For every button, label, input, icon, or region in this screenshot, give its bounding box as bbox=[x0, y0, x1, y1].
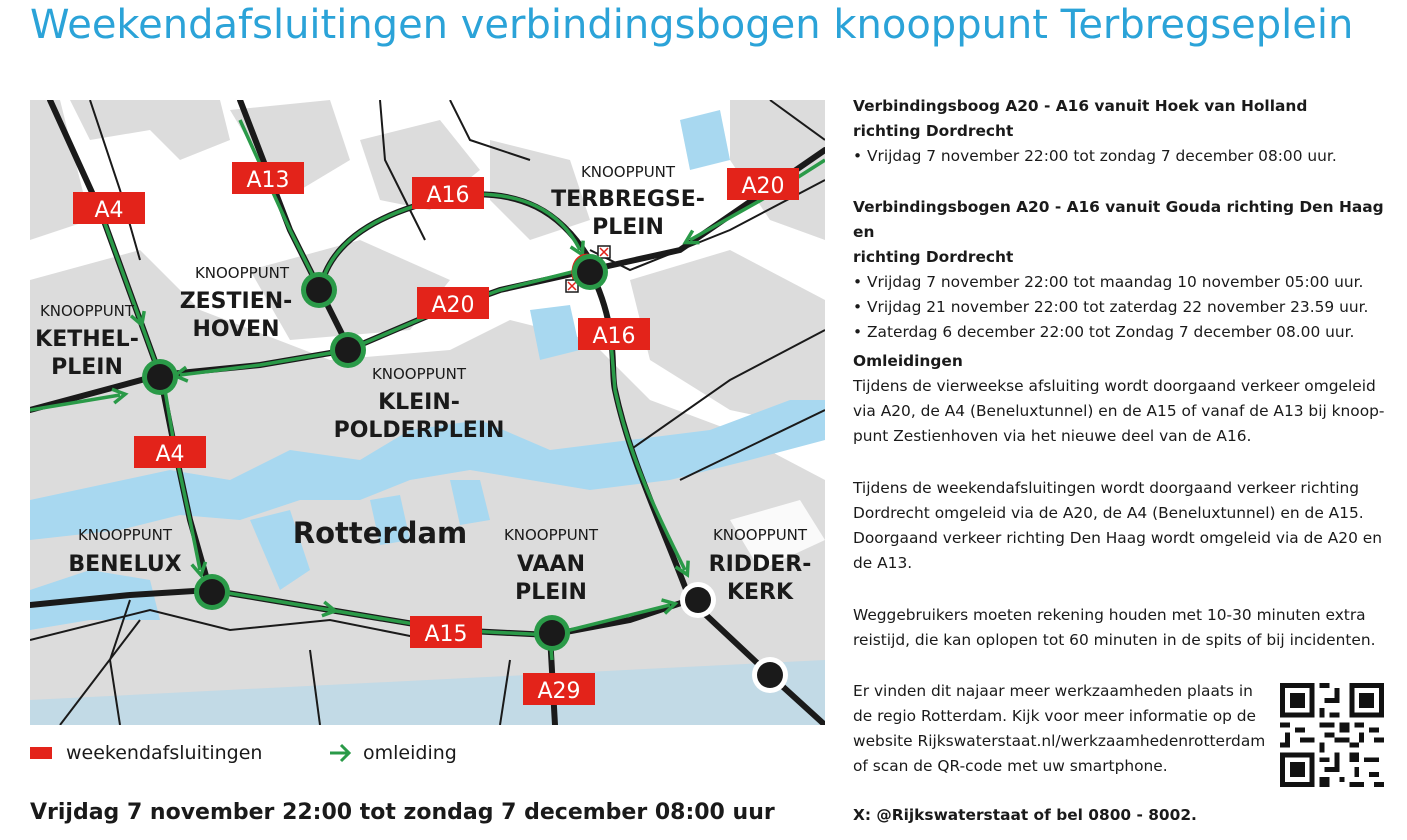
label-benelux-prefix: KNOOPPUNT bbox=[77, 526, 173, 544]
label-kleinpolderplein-line1: KLEIN- bbox=[378, 390, 460, 415]
section6-line: website Rijkswaterstaat.nl/werkzaamhedenrotterdam bbox=[853, 732, 1266, 750]
shield-a29: A29 bbox=[537, 679, 581, 704]
label-terbregseplein-prefix: KNOOPPUNT bbox=[580, 163, 676, 181]
section1-heading-line2: richting Dordrecht bbox=[853, 122, 1014, 140]
section1-heading-line1: Verbindingsboog A20 - A16 vanuit Hoek van Holland bbox=[853, 97, 1308, 115]
label-kleinpolderplein-line2: POLDERPLEIN bbox=[333, 418, 505, 443]
section4-line: Tijdens de weekendafsluitingen wordt doorgaand verkeer richting bbox=[853, 479, 1360, 497]
label-vaanplein-line1: VAAN bbox=[517, 552, 585, 577]
shield-a13: A13 bbox=[246, 168, 290, 193]
legend-detour bbox=[327, 742, 457, 764]
section3-line: via A20, de A4 (Beneluxtunnel) en de A15 of vanaf de A13 bij knoop- bbox=[853, 402, 1385, 420]
section-omleidingen bbox=[853, 349, 1393, 449]
section4-line: Dordrecht omgeleid via de A20, de A4 (Beneluxtunnel) en de A15. bbox=[853, 504, 1364, 522]
detour-arrow-icon bbox=[327, 742, 353, 764]
section-more-info bbox=[853, 679, 1273, 779]
shield-a20-right: A20 bbox=[741, 174, 785, 199]
legend-detour-label: omleiding bbox=[363, 742, 457, 764]
label-kethelplein-line2: PLEIN bbox=[51, 355, 123, 380]
section4-line: Doorgaand verkeer richting Den Haag wordt omgeleid via de A20 en bbox=[853, 529, 1382, 547]
label-kethelplein-prefix: KNOOPPUNT bbox=[39, 302, 135, 320]
label-zestienhoven-line2: HOVEN bbox=[192, 317, 280, 342]
shield-a4-mid: A4 bbox=[155, 442, 185, 467]
section-weekend-detour bbox=[853, 476, 1393, 576]
label-city: Rotterdam bbox=[292, 516, 468, 550]
label-ridderkerk-line1: RIDDER- bbox=[708, 552, 812, 577]
section3-heading: Omleidingen bbox=[853, 352, 963, 370]
label-benelux-line1: BENELUX bbox=[68, 552, 182, 577]
legend-closure-label: weekendafsluitingen bbox=[66, 742, 263, 764]
label-ridderkerk-prefix: KNOOPPUNT bbox=[712, 526, 808, 544]
section6-line: Er vinden dit najaar meer werkzaamheden plaats in bbox=[853, 682, 1253, 700]
qr-code[interactable] bbox=[1280, 683, 1384, 787]
section2-heading-line2: richting Dordrecht bbox=[853, 248, 1014, 266]
label-kethelplein-line1: KETHEL- bbox=[35, 327, 139, 352]
section-travel-time bbox=[853, 603, 1393, 653]
section2-item: • Vrijdag 21 november 22:00 tot zaterdag 22 november 23.59 uur. bbox=[853, 298, 1369, 316]
label-ridderkerk-line2: KERK bbox=[726, 580, 794, 605]
shield-a20-mid: A20 bbox=[431, 293, 475, 318]
shield-a4-top: A4 bbox=[94, 198, 124, 223]
section-hoek-van-holland bbox=[853, 94, 1393, 169]
shield-a16-top: A16 bbox=[426, 183, 470, 208]
section5-line: Weggebruikers moeten rekening houden met 10-30 minuten extra bbox=[853, 606, 1366, 624]
contact-info: X: @Rijkswaterstaat of bel 0800 - 8002. bbox=[853, 806, 1197, 824]
page-title: Weekendafsluitingen verbindingsbogen knooppunt Terbregseplein bbox=[30, 2, 1354, 48]
section5-line: reistijd, die kan oplopen tot 60 minuten in de spits of bij incidenten. bbox=[853, 631, 1376, 649]
section2-item: • Vrijdag 7 november 22:00 tot maandag 10 november 05:00 uur. bbox=[853, 273, 1364, 291]
label-terbregseplein-line2: PLEIN bbox=[592, 215, 664, 240]
shield-a16-right: A16 bbox=[592, 324, 636, 349]
label-terbregseplein-line1: TERBREGSE- bbox=[551, 187, 705, 212]
label-zestienhoven-line1: ZESTIEN- bbox=[179, 289, 293, 314]
closure-swatch bbox=[30, 747, 52, 759]
section6-line: de regio Rotterdam. Kijk voor meer informatie op de bbox=[853, 707, 1257, 725]
shield-a15: A15 bbox=[424, 622, 468, 647]
section2-heading-line1: Verbindingsbogen A20 - A16 vanuit Gouda richting Den Haag en bbox=[853, 198, 1384, 241]
legend-closure bbox=[30, 742, 262, 764]
section4-line: de A13. bbox=[853, 554, 913, 572]
label-zestienhoven-prefix: KNOOPPUNT bbox=[194, 264, 290, 282]
section6-line: of scan de QR-code met uw smartphone. bbox=[853, 757, 1168, 775]
section3-line: Tijdens de vierweekse afsluiting wordt doorgaand verkeer omgeleid bbox=[853, 377, 1376, 395]
road-map bbox=[30, 100, 825, 725]
closure-period: Vrijdag 7 november 22:00 tot zondag 7 december 08:00 uur bbox=[30, 800, 775, 825]
label-kleinpolderplein-prefix: KNOOPPUNT bbox=[371, 365, 467, 383]
section3-line: punt Zestienhoven via het nieuwe deel van de A16. bbox=[853, 427, 1252, 445]
section-gouda bbox=[853, 195, 1393, 345]
section1-item: • Vrijdag 7 november 22:00 tot zondag 7 december 08:00 uur. bbox=[853, 147, 1337, 165]
label-vaanplein-line2: PLEIN bbox=[515, 580, 587, 605]
label-vaanplein-prefix: KNOOPPUNT bbox=[503, 526, 599, 544]
section2-item: • Zaterdag 6 december 22:00 tot Zondag 7 december 08.00 uur. bbox=[853, 323, 1355, 341]
